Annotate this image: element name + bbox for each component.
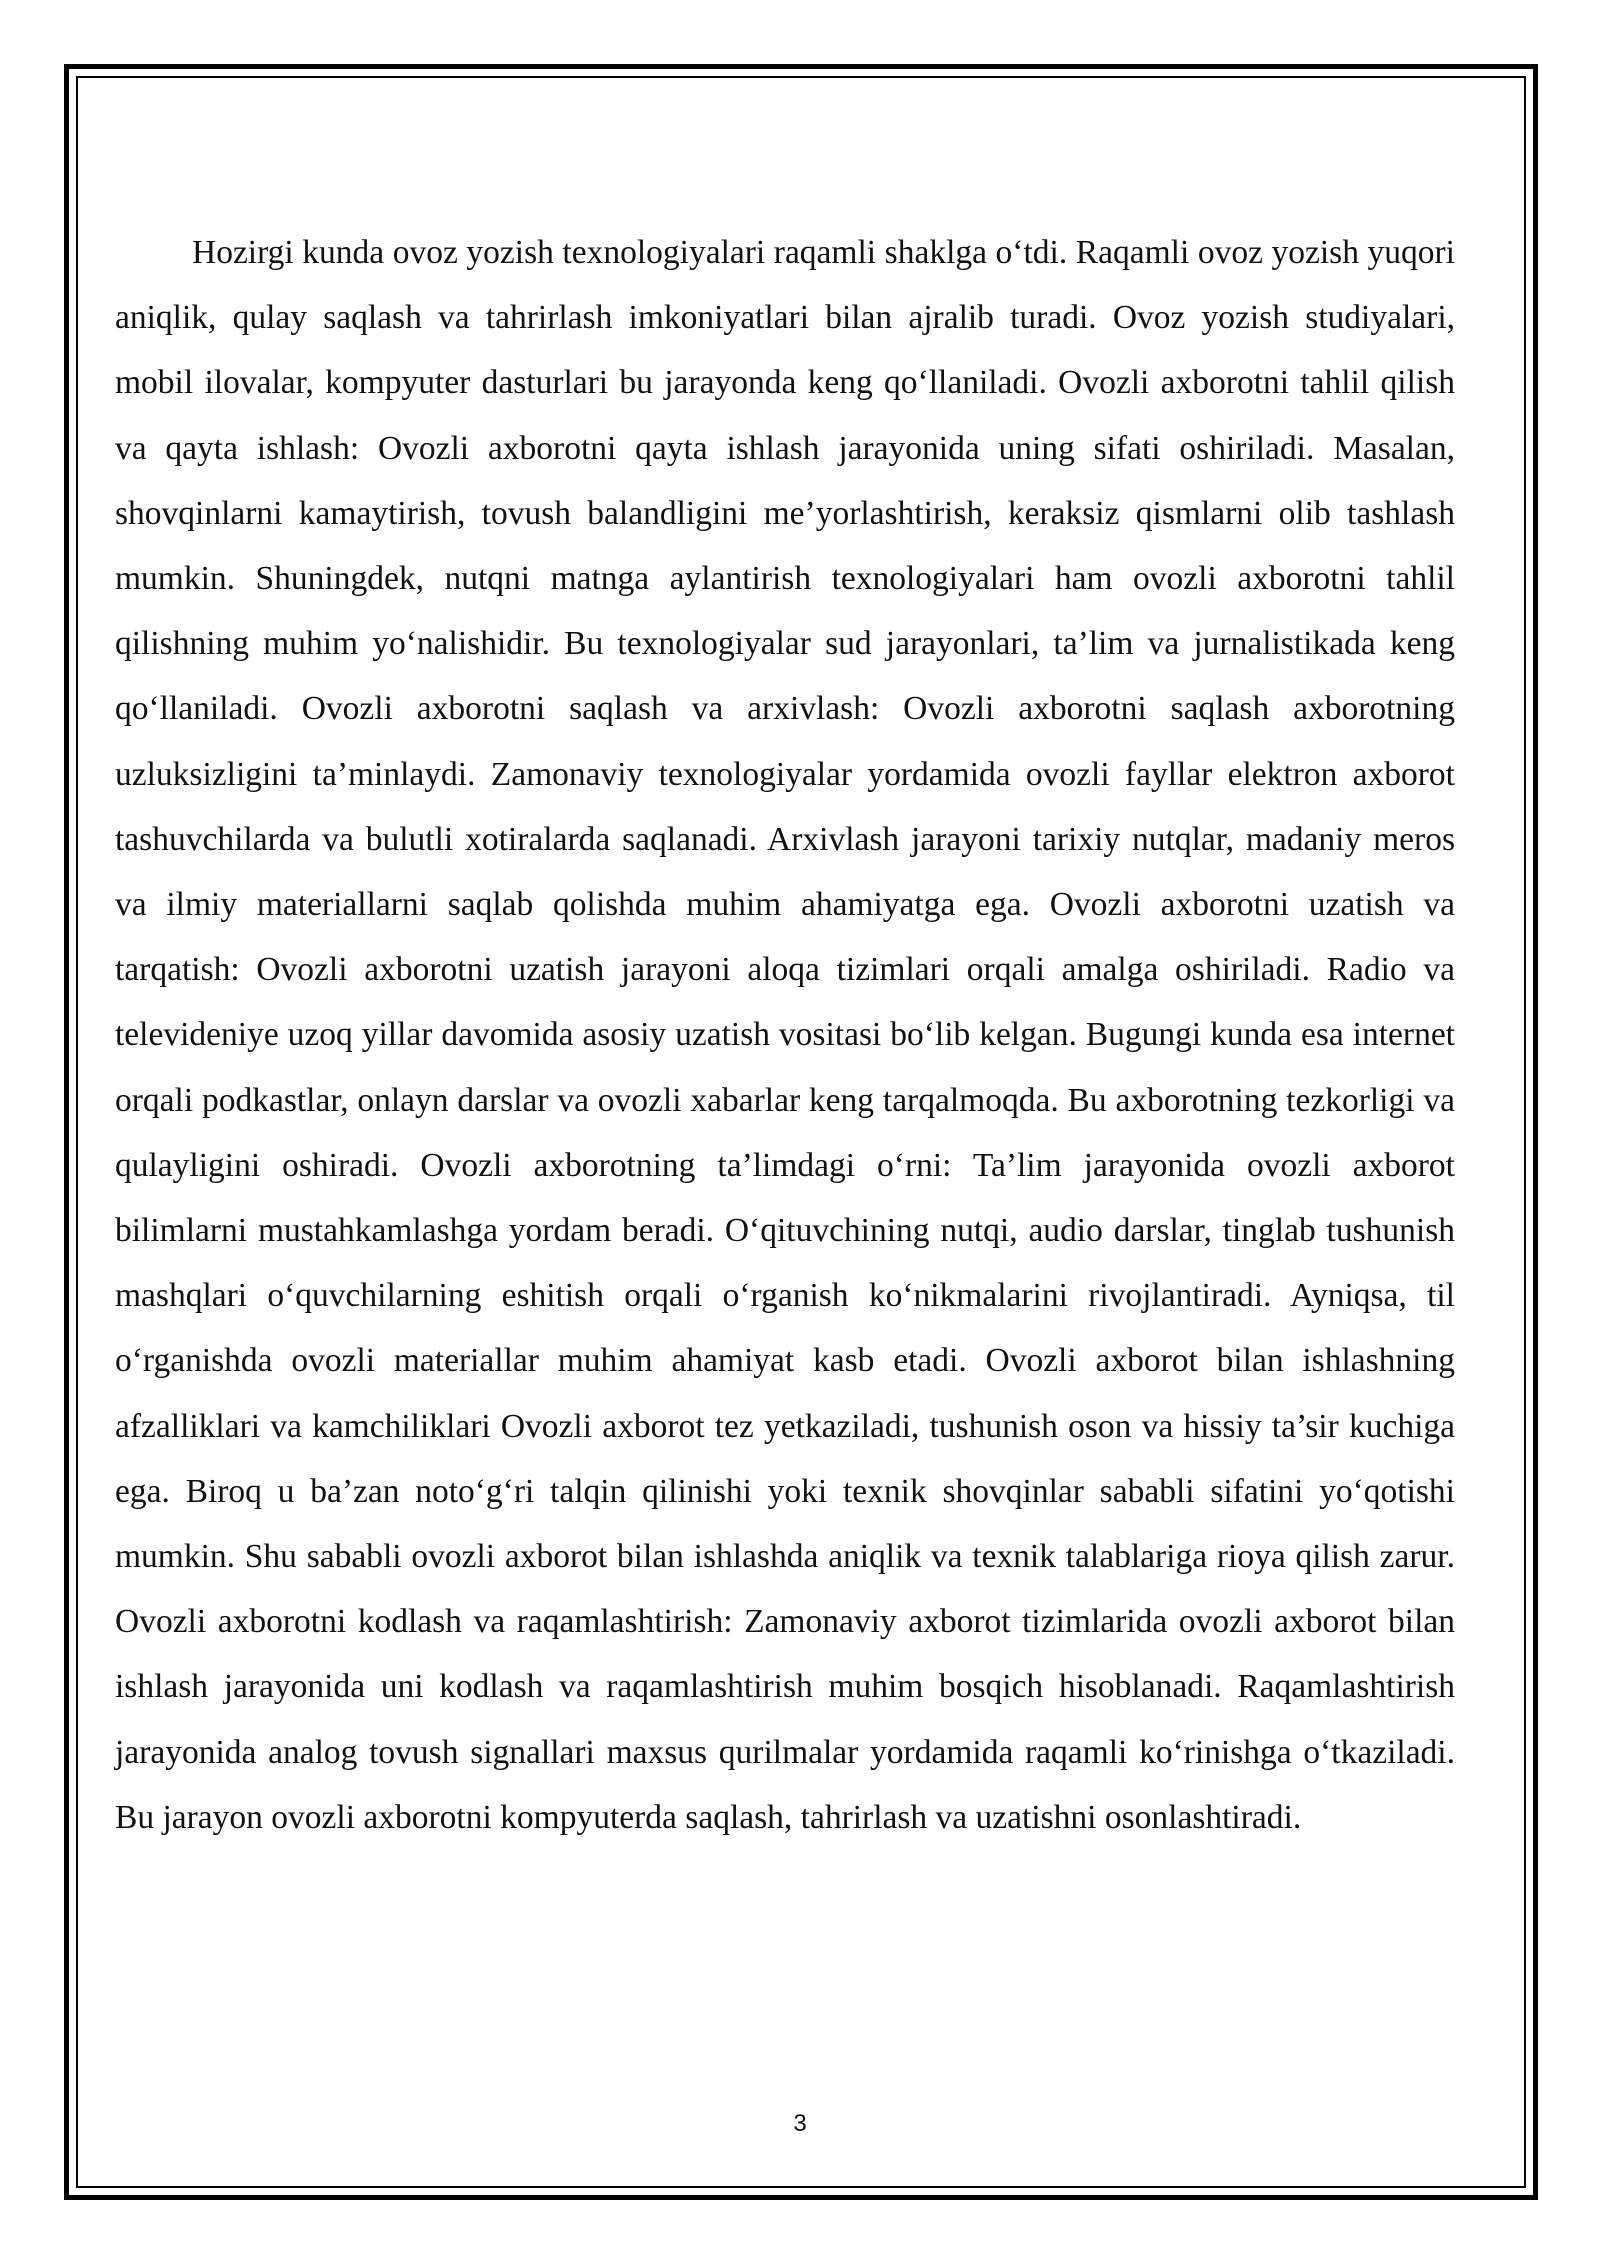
page-number: 3 bbox=[793, 2110, 807, 2137]
body-paragraph: Hozirgi kunda ovoz yozish texnologiyalari raqamli shaklga o‘tdi. Raqamli ovoz yozish yuqori aniqlik, qulay saqlash va tahrirlash imkoniyatlari bilan ajralib turadi. Ovoz yozish studiyalari, mobil ilovalar, kompyuter dasturlari bu jarayonda keng qo‘llaniladi. Ovozli axborotni tahlil qilish va qayta ishlash: Ovozli axborotni qayta ishlash jarayonida uning sifati oshiriladi. Masalan, shovqinlarni kamaytirish, tovush balandligini me’yorlashtirish, keraksiz qismlarni olib tashlash mumkin. Shuningdek, nutqni matnga aylantirish texnologiyalari ham ovozli axborotni tahlil qilishning muhim yo‘nalishidir. Bu texnologiyalar sud jarayonlari, ta’lim va jurnalistikada keng qo‘llaniladi. Ovozli axborotni saqlash va arxivlash: Ovozli axborotni saqlash axborotning uzluksizligini ta’minlaydi. Zamonaviy texnologiyalar yordamida ovozli fayllar elektron axborot tashuvchilarda va bulutli xotiralarda saqlanadi. Arxivlash jarayoni tarixiy nutqlar, madaniy meros va ilmiy materiallarni saqlab qolishda muhim ahamiyatga ega. Ovozli axborotni uzatish va tarqatish: Ovozli axborotni uzatish jarayoni aloqa tizimlari orqali amalga oshiriladi. Radio va televideniye uzoq yillar davomida asosiy uzatish vositasi bo‘lib kelgan. Bugungi kunda esa internet orqali podkastlar, onlayn darslar va ovozli xabarlar keng tarqalmoqda. Bu axborotning tezkorligi va qulayligini oshiradi. Ovozli axborotning ta’limdagi o‘rni: Ta’lim jarayonida ovozli axborot bilimlarni mustahkamlashga yordam beradi. O‘qituvchining nutqi, audio darslar, tinglab tushunish mashqlari o‘quvchilarning eshitish orqali o‘rganish ko‘nikmalarini rivojlantiradi. Ayniqsa, til o‘rganishda ovozli materiallar muhim ahamiyat kasb etadi. Ovozli axborot bilan ishlashning afzalliklari va kamchiliklari Ovozli axborot tez yetkaziladi, tushunish oson va hissiy ta’sir kuchiga ega. Biroq u ba’zan noto‘g‘ri talqin qilinishi yoki texnik shovqinlar sababli sifatini yo‘qotishi mumkin. Shu sababli ovozli axborot bilan ishlashda aniqlik va texnik talablariga rioya qilish zarur. Ovozli axborotni kodlash va raqamlashtirish: Zamonaviy axborot tizimlarida ovozli axborot bilan ishlash jarayonida uni kodlash va raqamlashtirish muhim bosqich hisoblanadi. Raqamlashtirish jarayonida analog tovush signallari maxsus qurilmalar yordamida raqamli ko‘rinishga o‘tkaziladi. Bu jarayon ovozli axborotni kompyuterda saqlash, tahrirlash va uzatishni osonlashtiradi. bbox=[115, 234, 1455, 1836]
